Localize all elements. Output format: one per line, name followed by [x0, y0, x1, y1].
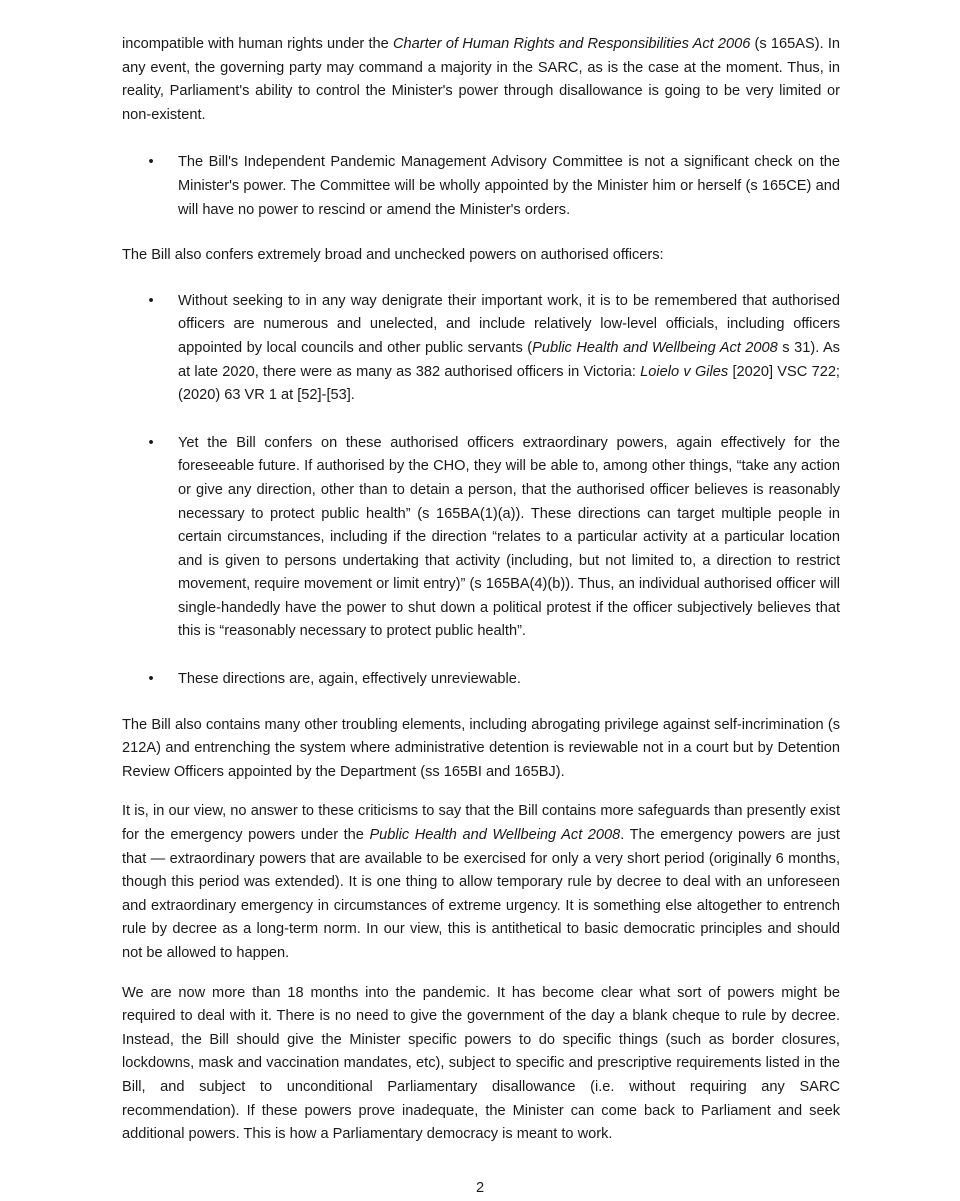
- text-run: The Bill also contains many other troubling elements, including abrogating privilege against self-incrimination (s 212A) and entrenching the system where administrative detention is reviewable not in a court but by Detention Review Officers appointed by the Department (ss 165BI and 165BJ).: [122, 716, 840, 780]
- spacer: [122, 222, 840, 244]
- text-run: (s 165AS). In any event, the governing party may command a majority in the SARC, as is the case at the moment. Thus, in reality, Parliament's ability to control the Minister's power through disallowance is going to be very limited or non-existent.: [122, 36, 840, 123]
- paragraph: [122, 982, 840, 1147]
- text-run: The Bill's Independent Pandemic Management Advisory Committee is not a significant check on the Minister's power. The Committee will be wholly appointed by the Minister him or herself (s 165CE) and will have no power to rescind or amend the Minister's orders.: [178, 154, 840, 218]
- text-run: These directions are, again, effectively unreviewable.: [178, 671, 521, 688]
- paragraph: [122, 244, 840, 268]
- continuation-paragraph: [122, 33, 840, 127]
- citation-italic: Charter of Human Rights and Responsibilities Act 2006: [392, 36, 751, 52]
- citation-italic: Public Health and Wellbeing Act 2008: [532, 339, 778, 356]
- text-run: incompatible with human rights under the: [122, 36, 393, 52]
- document-body: [122, 33, 840, 1147]
- page-number: 2: [475, 1180, 485, 1196]
- bullet-item: [122, 290, 840, 408]
- citation-italic: Public Health and Wellbeing Act 2008: [369, 827, 621, 844]
- spacer: [122, 784, 840, 800]
- text-run: . The emergency powers are just that — extraordinary powers that are available to be exercised for only a very short period (originally 6 months, though this period was extended). It is one thing to allow temporary rule by decree to deal with an unforeseen and extraordinary emergency in circumstances of extreme urgency. It is something else altogether to entrench rule by decree as a long-term norm. In our view, this is antithetical to basic democratic principles and should not be allowed to happen.: [122, 827, 840, 961]
- bullet-icon: •: [148, 671, 154, 688]
- text-run: s 31). As at late 2020, there were as many as 382 authorised officers in Victoria:: [178, 339, 840, 380]
- spacer: [122, 692, 840, 714]
- citation-italic: Loielo v Giles: [640, 363, 729, 380]
- spacer: [122, 127, 840, 151]
- spacer: [122, 408, 840, 432]
- bullet-text: [178, 290, 840, 408]
- text-run: We are now more than 18 months into the pandemic. It has become clear what sort of powers might be required to deal with it. There is no need to give the government of the day a blank cheque to rule by decree. Instead, the Bill should give the Minister specific powers to do specific things (such as border closures, lockdowns, mask and vaccination mandates, etc), subject to specific and prescriptive requirements listed in the Bill, and subject to unconditional Parliamentary disallowance (i.e. without requiring any SARC recommendation). If these powers prove inadequate, the Minister can come back to Parliament and seek additional powers. This is how a Parliamentary democracy is meant to work.: [122, 984, 840, 1143]
- spacer: [122, 966, 840, 982]
- bullet-icon: •: [148, 154, 154, 171]
- text-run: The Bill also confers extremely broad and unchecked powers on authorised officers:: [122, 247, 664, 264]
- spacer: [122, 644, 840, 668]
- bullet-icon: •: [148, 292, 154, 309]
- bullet-item: [122, 151, 840, 222]
- bullet-item: [122, 432, 840, 644]
- text-run: [2020] VSC 722; (2020) 63 VR 1 at [52]-[53].: [178, 363, 840, 404]
- bullet-text: [178, 151, 840, 222]
- bullet-item: [122, 668, 840, 692]
- bullet-text: [178, 668, 840, 692]
- text-run: Yet the Bill confers on these authorised officers extraordinary powers, again effectively for the foreseeable future. If authorised by the CHO, they will be able to, among other things, “take any action or give any direction, other than to detain a person, that the authorised officer believes is reasonably necessary to protect public health” (s 165BA(1)(a)). These directions can target multiple people in certain circumstances, including if the direction “relates to a particular activity at a particular location and is given to persons undertaking that activity (including, but not limited to, a direction to restrict movement, require movement or limit entry)” (s 165BA(4)(b)). Thus, an individual authorised officer will single-handedly have the power to shut down a political protest if the officer subjectively believes that this is “reasonably necessary to protect public health”.: [178, 434, 840, 640]
- bullet-text: [178, 432, 840, 644]
- bullet-icon: •: [148, 434, 154, 451]
- text-run: It is, in our view, no answer to these criticisms to say that the Bill contains more safeguards than presently exist for the emergency powers under the: [122, 803, 840, 844]
- paragraph: [122, 714, 840, 785]
- paragraph: [122, 800, 840, 965]
- spacer: [122, 268, 840, 290]
- text-run: Without seeking to in any way denigrate their important work, it is to be remembered that authorised officers are numerous and unelected, and include relatively low-level officials, including officers appointed by local councils and other public servants (: [178, 292, 840, 356]
